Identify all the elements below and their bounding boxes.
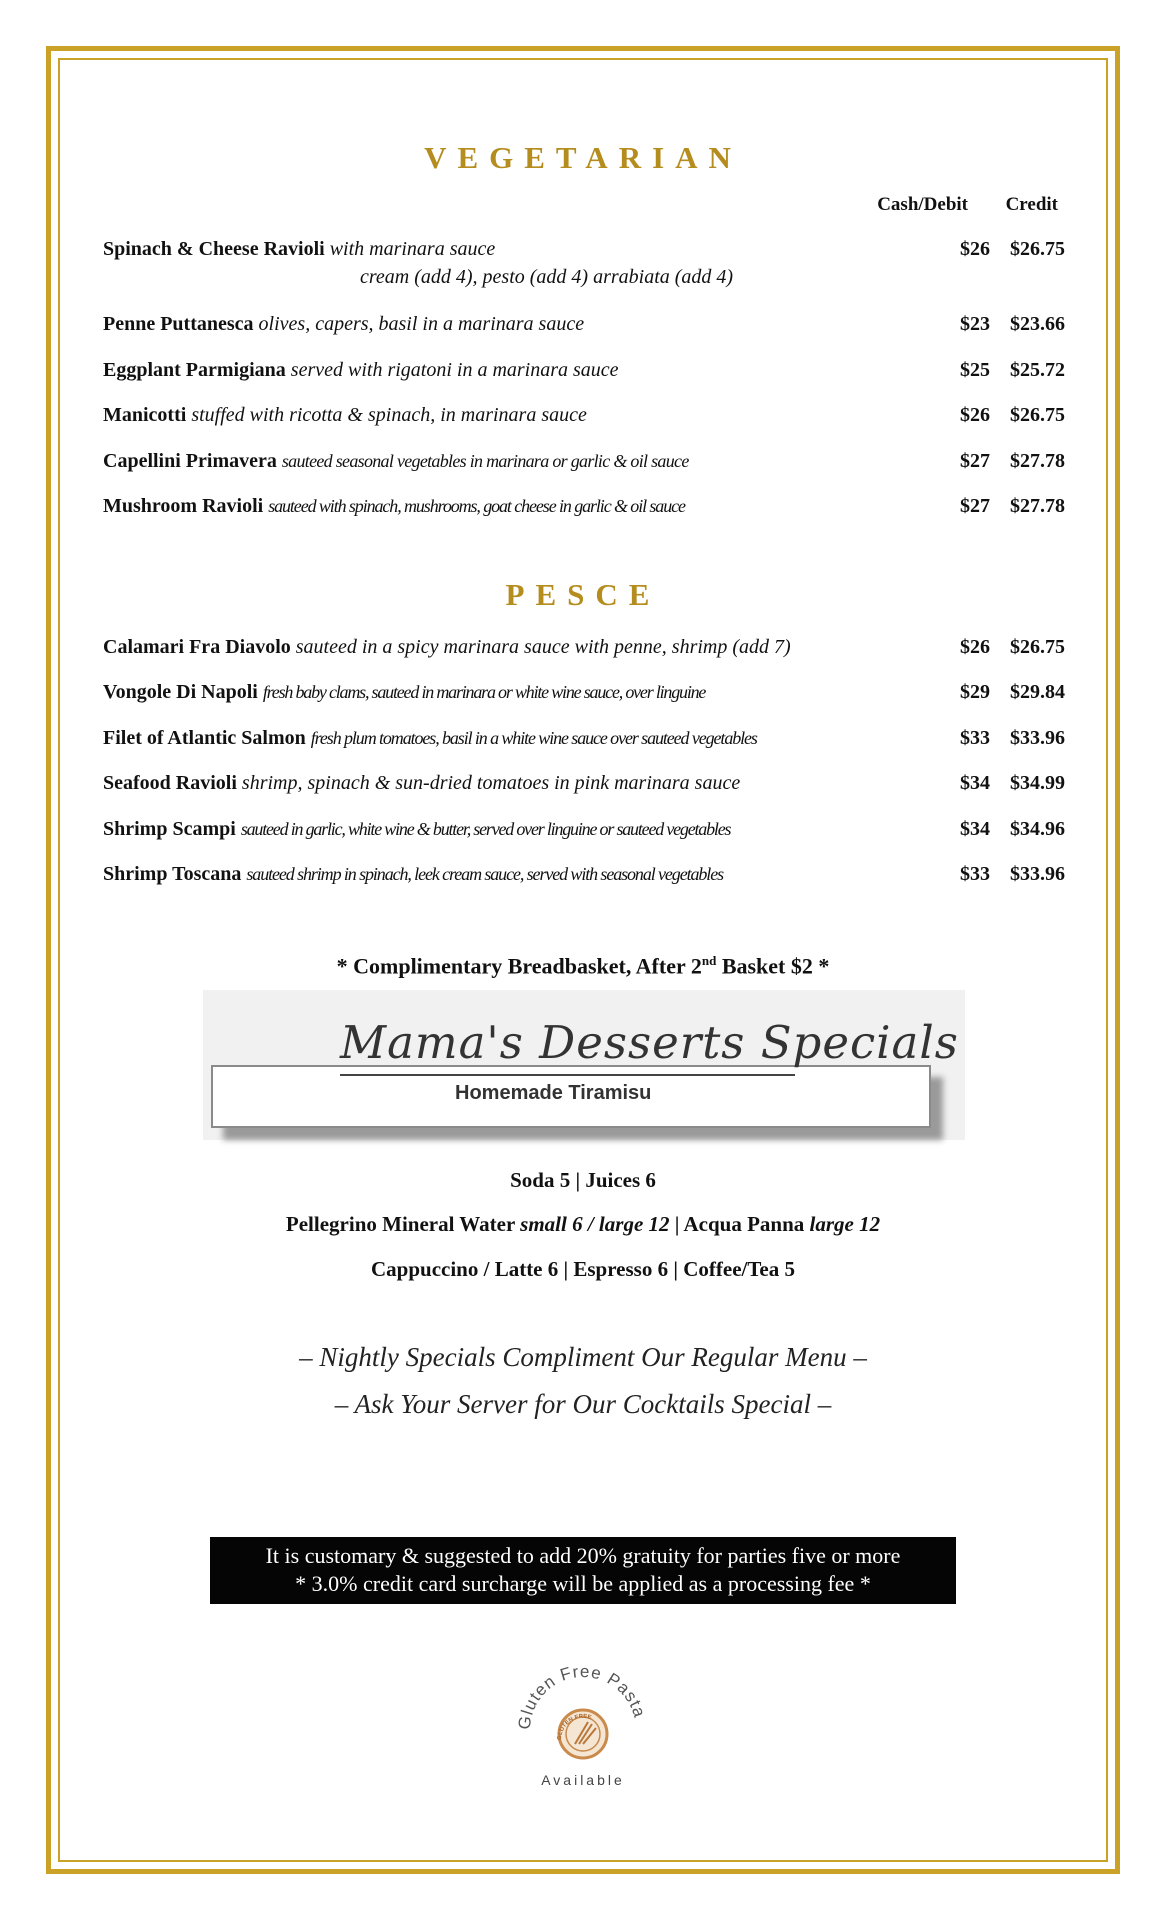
item-description: stuffed with ricotta & spinach, in marinara sauce — [191, 404, 587, 426]
surcharge-line: * 3.0% credit card surcharge will be applied as a processing fee * — [295, 1571, 871, 1596]
drinks-coffee: Cappuccino / Latte 6 | Espresso 6 | Coffee/Tea 5 — [371, 1257, 795, 1281]
credit-price: $26.75 — [1010, 238, 1065, 260]
gf-seal-text: GLUTEN FREE — [556, 1713, 592, 1741]
credit-price: $25.72 — [1010, 359, 1065, 381]
gf-arc-text: Gluten Free Pasta — [514, 1661, 650, 1731]
gluten-free-logo — [508, 1648, 658, 1798]
credit-price: $26.75 — [1010, 636, 1065, 658]
credit-price: $34.96 — [1010, 818, 1065, 840]
cash-price: $29 — [960, 681, 990, 703]
drinks-water: Pellegrino Mineral Water small 6 / large 12 | Acqua Panna large 12 — [285, 1212, 881, 1236]
menu-item — [103, 359, 1063, 389]
cash-debit-header: Cash/Debit — [877, 194, 968, 215]
item-description: sauteed shrimp in spinach, leek cream sauce, served with seasonal vegetables — [246, 864, 723, 884]
cash-price: $26 — [960, 238, 990, 260]
item-name: Manicotti — [103, 404, 187, 426]
ravioli-sauce-options: cream (add 4), pesto (add 4) arrabiata (add 4) — [360, 266, 734, 288]
item-description: with marinara sauce — [329, 238, 496, 260]
credit-header: Credit — [1005, 194, 1058, 215]
item-description: sauteed in a spicy marinara sauce with penne, shrimp (add 7) — [295, 636, 791, 658]
item-name: Spinach & Cheese Ravioli — [103, 238, 325, 260]
cash-price: $25 — [960, 359, 990, 381]
cocktails-special-note: – Ask Your Server for Our Cocktails Special – — [334, 1389, 832, 1419]
menu-item — [103, 313, 1063, 343]
cash-price: $33 — [960, 727, 990, 749]
dessert-item: Homemade Tiramisu — [455, 1082, 652, 1104]
credit-price: $33.96 — [1010, 863, 1065, 885]
nightly-specials-note: – Nightly Specials Compliment Our Regular Menu – — [299, 1342, 867, 1372]
credit-price: $33.96 — [1010, 727, 1065, 749]
vegetarian-title: VEGETARIAN — [424, 140, 742, 175]
desserts-title: Mama's Desserts Specials — [340, 1016, 959, 1069]
cash-price: $26 — [960, 636, 990, 658]
item-name: Vongole Di Napoli — [103, 681, 258, 703]
desserts-underline — [340, 1074, 795, 1076]
item-description: fresh baby clams, sauteed in marinara or white wine sauce, over linguine — [262, 682, 706, 702]
gratuity-line: It is customary & suggested to add 20% gratuity for parties five or more — [265, 1543, 901, 1568]
cash-price: $33 — [960, 863, 990, 885]
item-name: Seafood Ravioli — [103, 772, 237, 794]
credit-price: $26.75 — [1010, 404, 1065, 426]
breadbasket-note: * Complimentary Breadbasket, After 2nd Basket $2 * — [336, 953, 830, 979]
cash-price: $27 — [960, 450, 990, 472]
item-description: olives, capers, basil in a marinara sauce — [258, 313, 585, 335]
menu-item — [103, 450, 1063, 480]
item-name: Eggplant Parmigiana — [103, 359, 286, 381]
item-name: Penne Puttanesca — [103, 313, 254, 335]
drinks-soda-juices: Soda 5 | Juices 6 — [510, 1168, 656, 1192]
item-description: sauteed seasonal vegetables in marinara or garlic & oil sauce — [281, 451, 689, 471]
cash-price: $26 — [960, 404, 990, 426]
item-name: Filet of Atlantic Salmon — [103, 727, 306, 749]
credit-price: $27.78 — [1010, 450, 1065, 472]
cash-price: $34 — [960, 772, 990, 794]
menu-item — [103, 238, 1063, 268]
cash-price: $27 — [960, 495, 990, 517]
item-description: sauteed in garlic, white wine & butter, served over linguine or sauteed vegetables — [240, 819, 731, 839]
item-name: Mushroom Ravioli — [103, 495, 264, 517]
item-description: shrimp, spinach & sun-dried tomatoes in pink marinara sauce — [241, 772, 741, 794]
credit-price: $23.66 — [1010, 313, 1065, 335]
credit-price: $34.99 — [1010, 772, 1065, 794]
item-name: Capellini Primavera — [103, 450, 277, 472]
credit-price: $27.78 — [1010, 495, 1065, 517]
menu-item — [103, 495, 1063, 525]
menu-item — [103, 727, 1063, 757]
item-name: Shrimp Scampi — [103, 818, 236, 840]
menu-item — [103, 636, 1063, 666]
item-description: sauteed with spinach, mushrooms, goat cheese in garlic & oil sauce — [268, 496, 685, 516]
menu-item — [103, 772, 1063, 802]
item-description: fresh plum tomatoes, basil in a white wine sauce over sauteed vegetables — [310, 728, 757, 748]
cash-price: $23 — [960, 313, 990, 335]
pesce-title: PESCE — [505, 577, 661, 612]
gratuity-notice — [210, 1537, 956, 1604]
menu-item — [103, 404, 1063, 434]
item-name: Shrimp Toscana — [103, 863, 242, 885]
menu-item — [103, 818, 1063, 848]
menu-item — [103, 863, 1063, 893]
credit-price: $29.84 — [1010, 681, 1065, 703]
item-description: served with rigatoni in a marinara sauce — [290, 359, 619, 381]
menu-item — [103, 681, 1063, 711]
gf-available-text: Available — [541, 1772, 625, 1788]
cash-price: $34 — [960, 818, 990, 840]
item-name: Calamari Fra Diavolo — [103, 636, 291, 658]
